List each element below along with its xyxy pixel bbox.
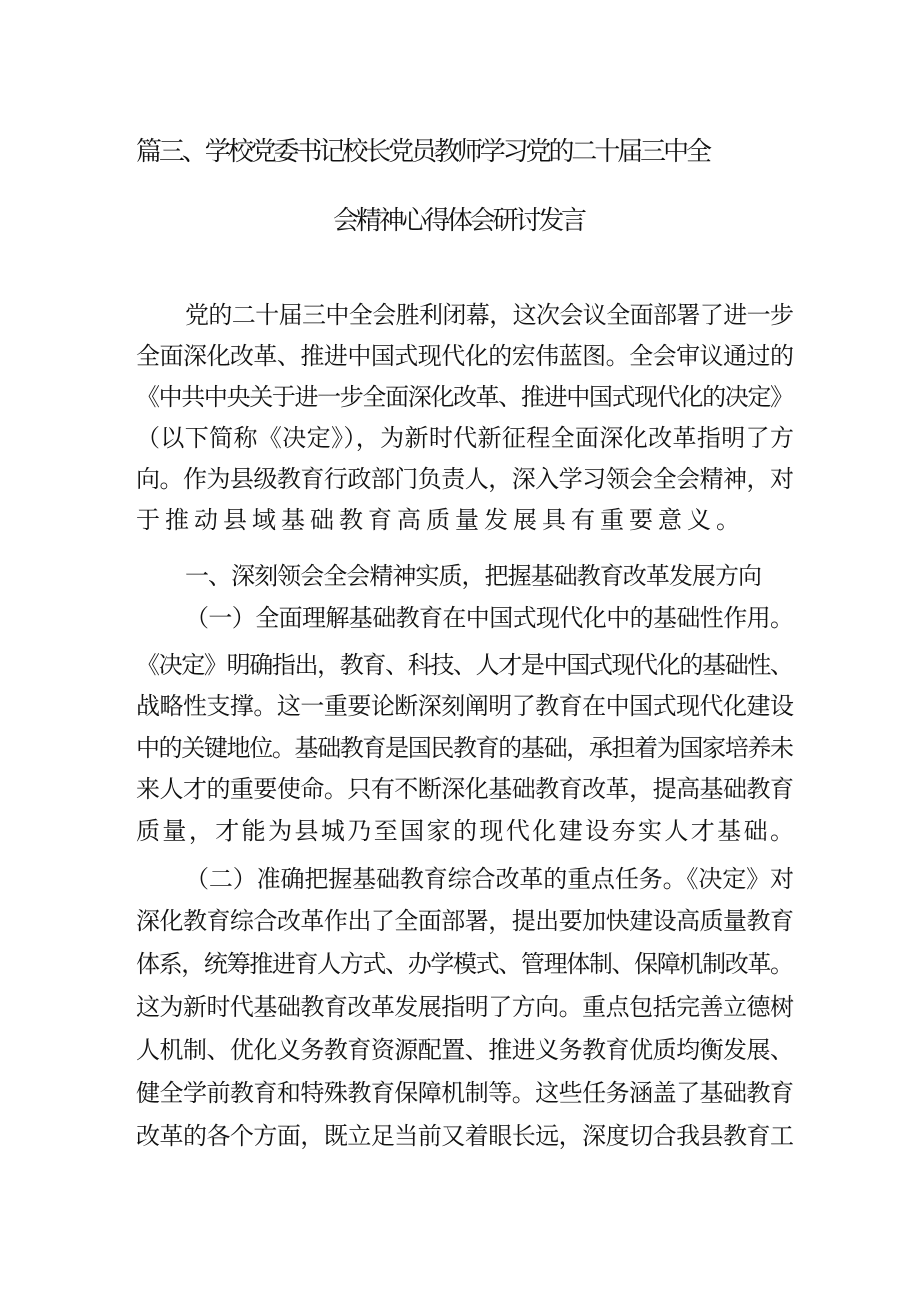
paragraph-3-line-5: 人机制、优化义务教育资源配置、推进义务教育优质均衡发展、 [136, 1036, 794, 1064]
paragraph-2-line-5: 来人才的重要使命。只有不断深化基础教育改革，提高基础教育 [136, 775, 794, 803]
document-title-line-2: 会精神心得体会研讨发言 [333, 206, 584, 236]
paragraph-2-line-1: （一）全面理解基础教育在中国式现代化中的基础性作用。 [185, 604, 794, 632]
paragraph-1-line-2: 全面深化改革、推进中国式现代化的宏伟蓝图。全会审议通过的 [136, 342, 794, 370]
paragraph-1-line-1: 党的二十届三中全会胜利闭幕，这次会议全面部署了进一步 [185, 301, 794, 329]
paragraph-1-line-6: 于推动县域基础教育高质量发展具有重要意义。 [136, 506, 745, 534]
paragraph-2-line-2: 《决定》明确指出，教育、科技、人才是中国式现代化的基础性、 [136, 651, 793, 679]
paragraph-3-line-6: 健全学前教育和特殊教育保障机制等。这些任务涵盖了基础教育 [136, 1079, 794, 1107]
paragraph-3-line-2: 深化教育综合改革作出了全面部署，提出要加快建设高质量教育 [136, 907, 794, 935]
paragraph-1-line-3: 《中共中央关于进一步全面深化改革、推进中国式现代化的决定》 [136, 383, 793, 411]
paragraph-3-line-3: 体系，统筹推进育人方式、办学模式、管理体制、保障机制改革。 [136, 950, 793, 978]
paragraph-1-line-5: 向。作为县级教育行政部门负责人，深入学习领会全会精神，对 [136, 465, 794, 493]
paragraph-3-line-4: 这为新时代基础教育改革发展指明了方向。重点包括完善立德树 [136, 993, 794, 1021]
paragraph-2-line-4: 中的关键地位。基础教育是国民教育的基础，承担着为国家培养未 [136, 734, 793, 762]
paragraph-1-line-4: （以下简称《决定》），为新时代新征程全面深化改革指明了方 [136, 424, 795, 452]
document-title-line-1: 篇三、学校党委书记校长党员教师学习党的二十届三中全 [136, 137, 709, 167]
paragraph-3-line-7: 改革的各个方面，既立足当前又着眼长远，深度切合我县教育工 [136, 1122, 794, 1150]
section-1-heading: 一、深刻领会全会精神实质，把握基础教育改革发展方向 [185, 562, 762, 590]
paragraph-2-line-6: 质量，才能为县城乃至国家的现代化建设夯实人才基础。 [136, 817, 797, 845]
paragraph-2-line-3: 战略性支撑。这一重要论断深刻阐明了教育在中国式现代化建设 [136, 692, 794, 720]
paragraph-3-line-1: （二）准确把握基础教育综合改革的重点任务。《决定》对 [185, 865, 794, 893]
